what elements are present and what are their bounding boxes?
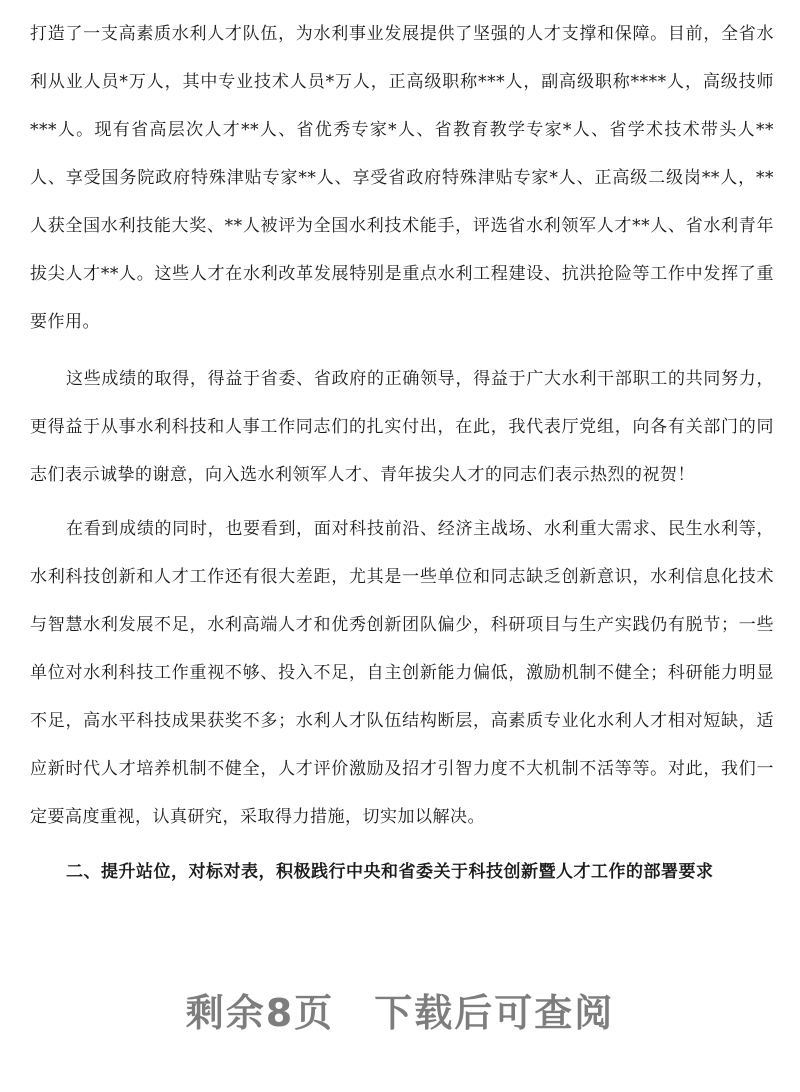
paragraph-acknowledgement: 这些成绩的取得，得益于省委、省政府的正确领导，得益于广大水利干部职工的共同努力，更得益于从事水利科技和人事工作同志们的扎实付出，在此，我代表厅党组，向各有关部门的同志们表示诚挚的谢意，向入选水利领军人才、青年拔尖人才的同志们表示热烈的祝贺！: [30, 369, 774, 485]
paragraph-talent-overview: 打造了一支高素质水利人才队伍，为水利事业发展提供了坚强的人才支撑和保障。目前，全省水利从业人员*万人，其中专业技术人员*万人，正高级职称***人，副高级职称****人，高级技师***人。现有省高层次人才**人、省优秀专家*人、省教育教学专家*人、省学术技术带头人**人、享受国务院政府特殊津贴专家**人、享受省政府特殊津贴专家*人、正高级二级岗**人，**人获全国水利技能大奖、**人被评为全国水利技术能手，评选省水利领军人才**人、省水利青年拔尖人才**人。这些人才在水利改革发展特别是重点水利工程建设、抗洪抢险等工作中发挥了重要作用。: [30, 24, 774, 332]
section-heading: 二、提升站位，对标对表，积极践行中央和省委关于科技创新暨人才工作的部署要求: [66, 862, 714, 882]
remaining-pages-banner: 剩余8页 下载后可查阅: [185, 991, 615, 1035]
paragraph-shortcomings: 在看到成绩的同时，也要看到，面对科技前沿、经济主战场、水利重大需求、民生水利等，水利科技创新和人才工作还有很大差距，尤其是一些单位和同志缺乏创新意识，水利信息化技术与智慧水利发展不足，水利高端人才和优秀创新团队偏少，科研项目与生产实践仍有脱节；一些单位对水利科技工作重视不够、投入不足，自主创新能力偏低，激励机制不健全；科研能力明显不足，高水平科技成果获奖不多；水利人才队伍结构断层，高素质专业化水利人才相对短缺，适应新时代人才培养机制不健全，人才评价激励及招才引智力度不大机制不活等等。对此，我们一定要高度重视，认真研究，采取得力措施，切实加以解决。: [30, 519, 774, 827]
